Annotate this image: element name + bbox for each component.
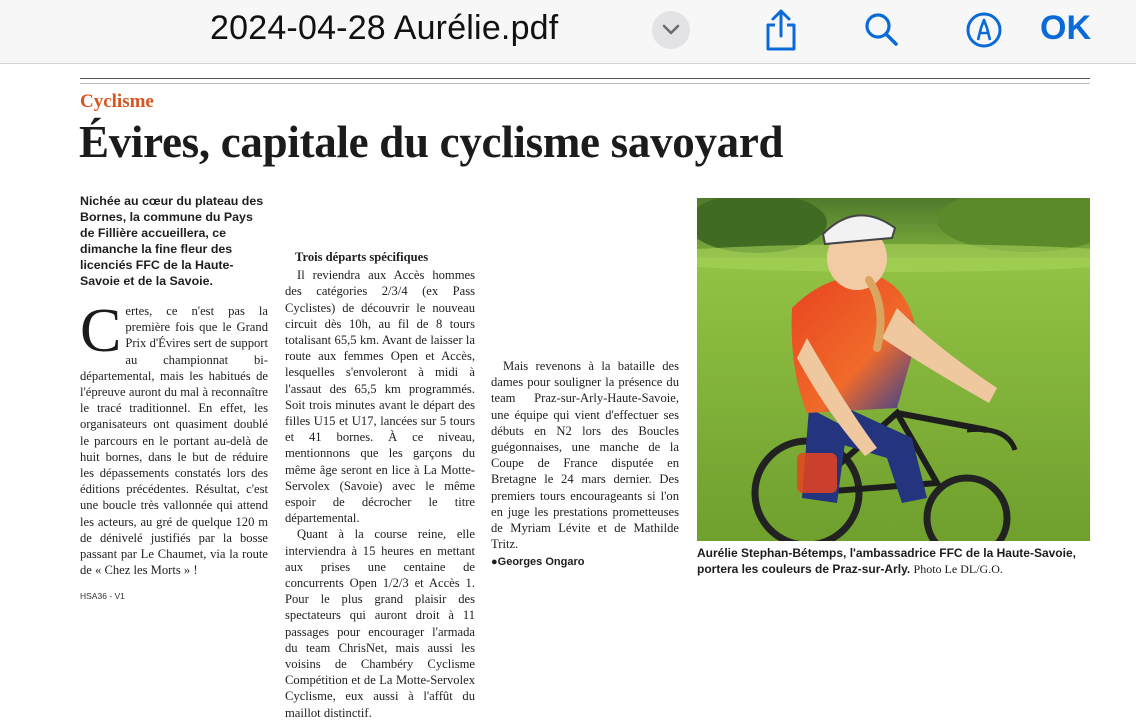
article-subhead: Trois départs spécifiques: [295, 250, 429, 264]
article-column-2: [285, 193, 475, 721]
search-icon[interactable]: [862, 8, 902, 52]
share-icon[interactable]: [761, 8, 801, 52]
column-continuation-space: [285, 193, 475, 241]
article-column-3: [491, 358, 679, 571]
markup-icon[interactable]: [964, 8, 1004, 52]
article-lead: Nichée au cœur du plateau des Bornes, la commune du Pays de Fillière accueillera, ce dimanche la fine fleur des licenciés FFC de la Haute-Savoie et de la Savoie.: [80, 194, 264, 288]
photo-credit: Photo Le DL/G.O.: [913, 562, 1003, 576]
photo-caption: [697, 545, 1092, 577]
top-rule: [80, 78, 1090, 79]
article-paragraph: Quant à la course reine, elle interviendra à 15 heures en mettant aux prises une centaine de concurrents Open 1/2/3 et Accès 1. Pour le plus grand plaisir des spectateurs qui auront droit à 11 passages pour encourager l'armada du team ChrisNet, mais aussi les voisins de Chambéry Cyclisme Compétition et de La Motte-Servolex Cyclisme, eux aussi à l'affût du maillot distinctif.: [285, 527, 475, 720]
document-title[interactable]: 2024-04-28 Aurélie.pdf: [210, 9, 559, 47]
paragraph-text: ertes, ce n'est pas la première fois que le Grand Prix d'Évires sert de support au championnat bi-départemental, mais les habitués de l'épreuve auront du mal à reconnaître le tracé traditionnel. En effet, les organisateurs ont quasiment doublé le parcours en le portant au-delà de huit bornes, dans le but de réduire les dépassements constatés lors des éditions précédentes. Résultat, c'est une boucle très vallonnée qui attend les acteurs, au gré de quelque 120 m de dénivelé justifiés par la bosse passant par Le Chaumet, via la route de « Chez les Morts » !: [80, 304, 268, 578]
article-photo: [697, 198, 1090, 541]
pdf-viewer-toolbar: [0, 0, 1136, 64]
caption-text: Aurélie Stephan-Bétemps, l'ambassadrice FFC de la Haute-Savoie, portera les couleurs de Praz-sur-Arly.: [697, 546, 1076, 576]
top-rule-thin: [80, 83, 1090, 84]
cyclist-photo-illustration: [697, 198, 1090, 541]
article-byline: ●Georges Ongaro: [491, 556, 585, 569]
ok-button[interactable]: OK: [1040, 9, 1091, 47]
page-folio: HSA36 - V1: [80, 591, 125, 601]
section-kicker: Cyclisme: [80, 91, 154, 112]
article-column-1: [80, 193, 268, 578]
pdf-page: [0, 64, 1136, 720]
article-headline: Évires, capitale du cyclisme savoyard: [79, 117, 784, 167]
article-paragraph: [80, 297, 268, 578]
chevron-down-icon[interactable]: [652, 11, 690, 49]
article-paragraph: Il reviendra aux Accès hommes des catégories 2/3/4 (ex Pass Cyclistes) de découvrir le nouveau circuit dès 10h, au fil de 8 tours totalisant 65,5 km. Avant de laisser la route aux femmes Open et Accès, lesquelles s'envoleront à midi à l'assaut des 65,5 km programmés. Soit trois minutes avant le départ des filles U15 et U17, lancées sur 5 tours et 41 bornes. À ce niveau, mentionnons que les garçons du même âge seront en lice à La Motte-Servolex (Savoie) avec le même espoir de décrocher le titre départemental.: [285, 268, 475, 526]
article-paragraph: Mais revenons à la bataille des dames pour souligner la présence du team Praz-sur-Arly-Haute-Savoie, une équipe qui vient d'effectuer ses débuts en N2 lors des Boucles guégonnaises, une manche de la Coupe de France disputée en Bretagne le 24 mars dernier. Des premiers tours encourageants si l'on en juge les prestations prometteuses de Myriam Lévite et de Mathilde Tritz.: [491, 359, 679, 552]
drop-cap: C: [80, 297, 122, 365]
